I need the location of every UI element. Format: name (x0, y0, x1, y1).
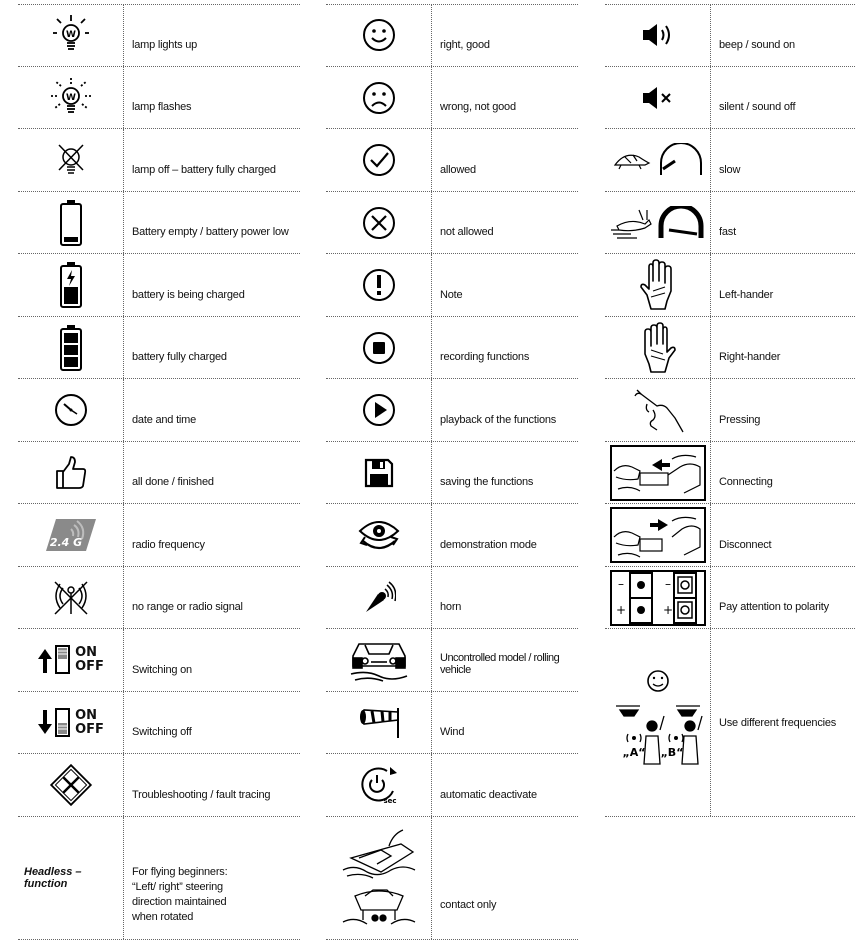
frequencies-icon (605, 629, 711, 816)
x-circle-icon (326, 192, 432, 253)
table-row (605, 442, 855, 504)
table-row (326, 192, 578, 254)
symbol-label: Right-hander (719, 351, 781, 363)
table-row (326, 504, 578, 567)
symbol-label: battery fully charged (132, 351, 227, 363)
table-row (18, 504, 300, 567)
symbol-label: no range or radio signal (132, 601, 243, 613)
table-row (18, 129, 300, 192)
speaker-off-icon (605, 67, 711, 128)
turtle-slow-icon (605, 129, 711, 191)
table-row (18, 4, 300, 67)
table-row (605, 629, 855, 817)
symbol-label: horn (440, 601, 462, 613)
connecting-icon (605, 442, 711, 503)
symbol-label: automatic deactivate (440, 789, 537, 801)
horn-icon (326, 567, 432, 628)
symbol-label: Uncontrolled model / rolling vehicle (440, 652, 560, 676)
symbol-label: Troubleshooting / fault tracing (132, 789, 271, 801)
lamp-lights-up-icon (18, 4, 124, 66)
on-off-labels (75, 646, 104, 674)
table-row (18, 67, 300, 129)
table-row (326, 567, 578, 629)
symbol-label: For flying beginners: “Left/ right” steering direction maintained when rotated (132, 866, 228, 923)
table-row (605, 567, 855, 629)
symbol-label: silent / sound off (719, 101, 796, 113)
pressing-finger-icon (605, 379, 711, 441)
table-row (326, 4, 578, 67)
lamp-flashes-icon (18, 67, 124, 128)
table-row (605, 4, 855, 67)
minus-sign: – (664, 576, 671, 591)
table-row (18, 442, 300, 504)
svg-text:W: W (65, 30, 76, 40)
switch-off-icon (18, 692, 124, 753)
plus-sign: + (615, 602, 626, 617)
headless-heading-text: Headless – function (24, 866, 82, 890)
symbol-label: radio frequency (132, 539, 205, 551)
table-row (605, 504, 855, 567)
table-row (18, 317, 300, 379)
symbol-label: lamp flashes (132, 101, 192, 113)
table-row (326, 442, 578, 504)
svg-text:W: W (65, 92, 76, 103)
on-text: ON (75, 707, 98, 723)
symbol-label: allowed (440, 164, 476, 176)
switch-on-icon (18, 629, 124, 691)
rolling-car-icon (326, 629, 432, 691)
table-row (18, 192, 300, 254)
table-row (18, 254, 300, 317)
symbol-label: Left-hander (719, 289, 774, 301)
radio-frequency-icon (18, 504, 124, 566)
symbol-label: Note (440, 289, 463, 301)
symbol-label: battery is being charged (132, 289, 245, 301)
table-row (605, 67, 855, 129)
symbol-label: demonstration mode (440, 539, 537, 551)
table-row (326, 129, 578, 192)
boats-icon (326, 817, 432, 939)
table-row (605, 254, 855, 317)
table-row (605, 317, 855, 379)
table-row (326, 254, 578, 317)
rabbit-fast-icon (605, 192, 711, 253)
left-hand-icon (605, 254, 711, 316)
table-row (18, 629, 300, 692)
disconnect-icon (605, 504, 711, 566)
table-row (18, 692, 300, 754)
table-row (18, 817, 300, 940)
table-row (326, 754, 578, 817)
symbol-label: Connecting (719, 476, 773, 488)
symbol-label: all done / finished (132, 476, 214, 488)
smiley-happy-icon (326, 4, 432, 66)
symbol-label: Pressing (719, 414, 761, 426)
table-row (326, 379, 578, 442)
symbol-label: date and time (132, 414, 197, 426)
symbol-label: right, good (440, 39, 490, 51)
symbol-label: fast (719, 226, 736, 238)
polarity-icon (605, 567, 711, 628)
headless-function-heading (18, 817, 124, 939)
table-row (326, 692, 578, 754)
table-row (605, 129, 855, 192)
symbol-label: Wind (440, 726, 465, 738)
smiley-sad-icon (326, 67, 432, 128)
exclamation-circle-icon (326, 254, 432, 316)
label-b: „B“ (660, 745, 683, 759)
symbol-label: lamp lights up (132, 39, 198, 51)
plus-sign: + (662, 602, 673, 617)
symbol-label: Switching on (132, 664, 192, 676)
lamp-off-icon (18, 129, 124, 191)
auto-power-off-icon (326, 754, 432, 816)
symbol-label: contact only (440, 899, 497, 911)
floppy-disk-icon (326, 442, 432, 503)
off-text: OFF (75, 659, 104, 674)
right-hand-icon (605, 317, 711, 378)
battery-full-icon (18, 317, 124, 378)
speaker-on-icon (605, 4, 711, 66)
symbol-label: Pay attention to polarity (719, 601, 829, 613)
clock-icon (18, 379, 124, 441)
table-row (18, 754, 300, 817)
table-row (605, 192, 855, 254)
on-off-labels (75, 709, 104, 737)
battery-empty-icon (18, 192, 124, 253)
table-row (326, 317, 578, 379)
demo-eye-icon (326, 504, 432, 566)
play-icon (326, 379, 432, 441)
table-row (605, 379, 855, 442)
symbol-label: Use different frequencies (719, 716, 837, 729)
table-row (18, 567, 300, 629)
symbol-label: Disconnect (719, 539, 772, 551)
off-text: OFF (75, 721, 104, 737)
table-row (326, 67, 578, 129)
symbol-label: lamp off – battery fully charged (132, 164, 276, 176)
symbol-label: Switching off (132, 726, 192, 738)
symbol-label: wrong, not good (440, 101, 516, 113)
table-row (326, 629, 578, 692)
table-row (326, 817, 578, 940)
radio-badge-text: 2.4 G (49, 536, 82, 549)
thumbs-up-icon (18, 442, 124, 503)
symbol-label: playback of the functions (440, 414, 557, 426)
symbol-label: Battery empty / battery power low (132, 226, 289, 238)
troubleshooting-icon (18, 754, 124, 816)
symbol-label: slow (719, 164, 741, 176)
table-row (18, 379, 300, 442)
battery-charging-icon (18, 254, 124, 316)
minus-sign: – (617, 576, 624, 591)
label-a: „A“ (622, 745, 645, 759)
record-icon (326, 317, 432, 378)
symbol-label: not allowed (440, 226, 494, 238)
no-signal-icon (18, 567, 124, 628)
symbol-label: recording functions (440, 351, 530, 363)
on-text: ON (75, 645, 98, 660)
sec-text: sec (382, 797, 397, 805)
symbol-label: beep / sound on (719, 39, 795, 51)
check-circle-icon (326, 129, 432, 191)
symbol-label: saving the functions (440, 476, 534, 488)
windsock-icon (326, 692, 432, 753)
